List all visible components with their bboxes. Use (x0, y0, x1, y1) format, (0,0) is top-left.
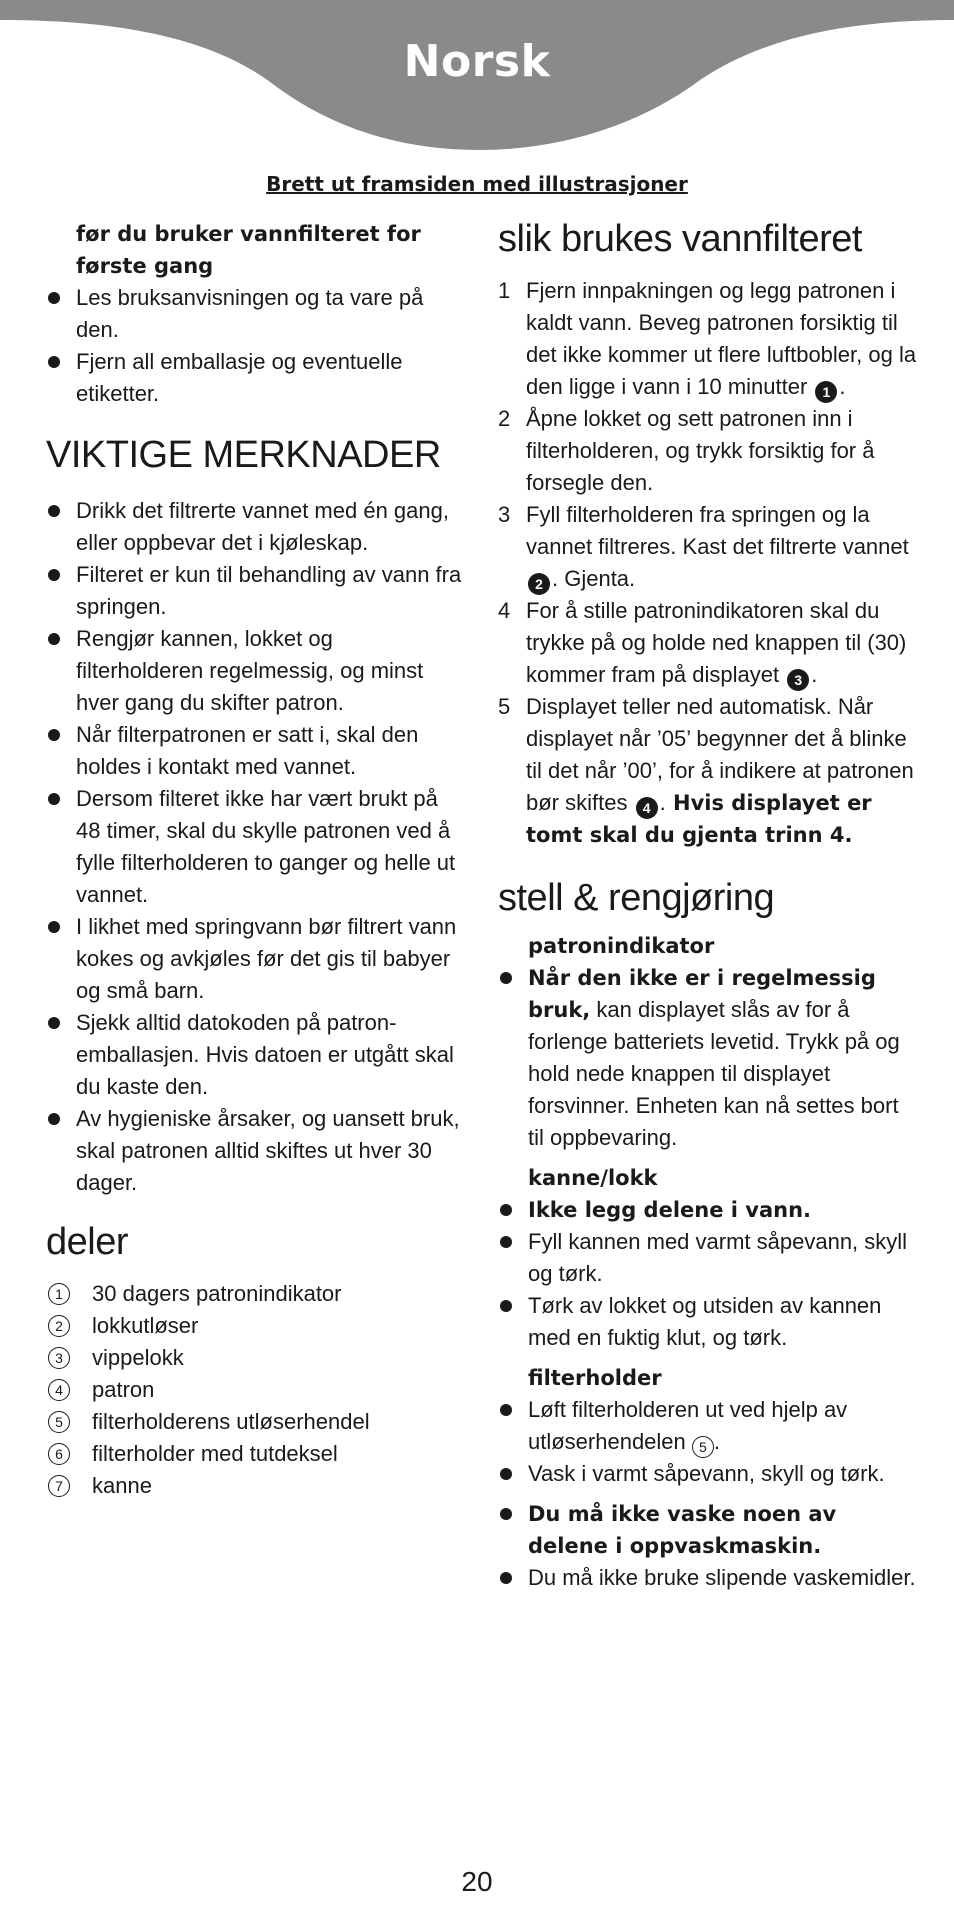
bullet-icon (48, 292, 60, 304)
list-item: Fyll kannen med varmt såpevann, skyll og tørk. (498, 1226, 918, 1290)
list-item: Vask i varmt såpevann, skyll og tørk. (498, 1458, 918, 1490)
jug-lid-list (498, 1194, 918, 1354)
list-item: I likhet med springvann bør filtrert vann kokes og avkjøles før det gis til babyer og små barn. (46, 911, 466, 1007)
usage-heading: slik brukes vannfilteret (498, 218, 862, 260)
step-item: 5 Displayet teller ned automatisk. Når displayet når ’05’ begynner det å blinke til det når ’00’, for å indikere at patronen bør skiftes 4 . Hvis displayet er tomt skal du gjenta trinn 4. (498, 694, 914, 847)
list-item: Sjekk alltid datokoden på patron-emballasjen. Hvis datoen er utgått skal du kaste den. (46, 1007, 466, 1103)
part-item: 4 patron (46, 1374, 466, 1406)
figure-ref-icon: 2 (528, 573, 550, 595)
page-number: 20 (461, 1866, 493, 1897)
list-item: Les bruksanvisningen og ta vare på den. (46, 282, 466, 346)
list-item: Dersom filteret ikke har vært brukt på 48 timer, skal du skylle patronen ved å fylle filterholderen to ganger og helle ut vannet. (46, 783, 466, 911)
bullet-icon (500, 1468, 512, 1480)
part-item: 2 lokkutløser (46, 1310, 466, 1342)
fold-out-instruction: Brett ut framsiden med illustrasjoner (266, 172, 688, 196)
list-item: Løft filterholderen ut ved hjelp av utløserhendelen 5 . (498, 1394, 918, 1458)
bullet-icon (48, 793, 60, 805)
first-use-heading: før du bruker vannfilteret for første gang (76, 222, 421, 278)
bullet-icon (48, 356, 60, 368)
filter-holder-heading: filterholder (528, 1366, 662, 1390)
usage-steps (498, 275, 918, 851)
circled-number-icon: 6 (48, 1443, 70, 1465)
step-item: 3 Fyll filterholderen fra springen og la vannet filtreres. Kast det filtrerte vannet 2 . Gjenta. (498, 499, 918, 595)
list-item: Du må ikke vaske noen av delene i oppvaskmaskin. (498, 1498, 918, 1562)
figure-ref-icon: 3 (787, 669, 809, 691)
list-item: Du må ikke bruke slipende vaskemidler. (498, 1562, 918, 1594)
bullet-icon (48, 505, 60, 517)
bullet-icon (500, 1300, 512, 1312)
part-item: 5 filterholderens utløserhendel (46, 1406, 466, 1438)
list-item: Ikke legg delene i vann. (498, 1194, 918, 1226)
circled-number-icon: 1 (48, 1283, 70, 1305)
list-item: Når den ikke er i regelmessig bruk, kan displayet slås av for å forlenge batteriets levetid. Trykk på og hold nede knappen til displayet forsvinner. Enheten kan nå settes bort til oppbevaring. (498, 962, 918, 1154)
part-item: 6 filterholder med tutdeksel (46, 1438, 466, 1470)
bullet-icon (500, 1508, 512, 1520)
bullet-icon (500, 1572, 512, 1584)
circled-number-icon: 2 (48, 1315, 70, 1337)
list-item: Rengjør kannen, lokket og filterholderen regelmessig, og minst hver gang du skifter patron. (46, 623, 466, 719)
step-item: 4 For å stille patronindikatoren skal du trykke på og holde ned knappen til (30) kommer fram på displayet 3 . (498, 595, 918, 691)
bullet-icon (48, 633, 60, 645)
step-item: 2 Åpne lokket og sett patronen inn i filterholderen, og trykk forsiktig for å forsegle den. (498, 406, 875, 495)
part-item: 3 vippelokk (46, 1342, 466, 1374)
part-item: 1 30 dagers patronindikator (46, 1278, 466, 1310)
list-item: Fjern all emballasje og eventuelle etiketter. (46, 346, 466, 410)
bullet-icon (48, 569, 60, 581)
indicator-heading: patronindikator (528, 934, 715, 958)
list-item: Av hygieniske årsaker, og uansett bruk, skal patronen alltid skiftes ut hver 30 dager. (46, 1103, 466, 1199)
bullet-icon (500, 1236, 512, 1248)
part-item: 7 kanne (46, 1470, 466, 1502)
bullet-icon (500, 972, 512, 984)
circled-number-icon: 3 (48, 1347, 70, 1369)
list-item: Når filterpatronen er satt i, skal den holdes i kontakt med vannet. (46, 719, 466, 783)
important-notes-heading: VIKTIGE MERKNADER (46, 434, 441, 476)
parts-heading: deler (46, 1221, 128, 1263)
list-item: Filteret er kun til behandling av vann fra springen. (46, 559, 466, 623)
indicator-list (498, 962, 918, 1154)
care-heading: stell & rengjøring (498, 877, 775, 919)
first-use-list (46, 282, 466, 410)
figure-ref-icon: 4 (636, 797, 658, 819)
bullet-icon (500, 1404, 512, 1416)
list-item: Tørk av lokket og utsiden av kannen med en fuktig klut, og tørk. (498, 1290, 918, 1354)
bullet-icon (500, 1204, 512, 1216)
important-notes-list (46, 495, 466, 1199)
circled-number-icon: 5 (48, 1411, 70, 1433)
left-column (46, 218, 466, 1502)
bullet-icon (48, 1017, 60, 1029)
step-item: 1 Fjern innpakningen og legg patronen i kaldt vann. Beveg patronen forsiktig til det ikke kommer ut flere luftbobler, og la den ligge i vann i 10 minutter 1 . (498, 275, 918, 403)
list-item: Drikk det filtrerte vannet med én gang, eller oppbevar det i kjøleskap. (46, 495, 466, 559)
figure-ref-icon: 1 (815, 381, 837, 403)
jug-lid-heading: kanne/lokk (528, 1166, 658, 1190)
circled-number-icon: 5 (692, 1436, 714, 1458)
circled-number-icon: 4 (48, 1379, 70, 1401)
bullet-icon (48, 921, 60, 933)
language-title: Norsk (403, 36, 551, 87)
right-column (498, 218, 918, 1594)
header-banner (0, 0, 954, 160)
bullet-icon (48, 1113, 60, 1125)
parts-list (46, 1278, 466, 1502)
bullet-icon (48, 729, 60, 741)
filter-holder-list (498, 1394, 918, 1594)
circled-number-icon: 7 (48, 1475, 70, 1497)
